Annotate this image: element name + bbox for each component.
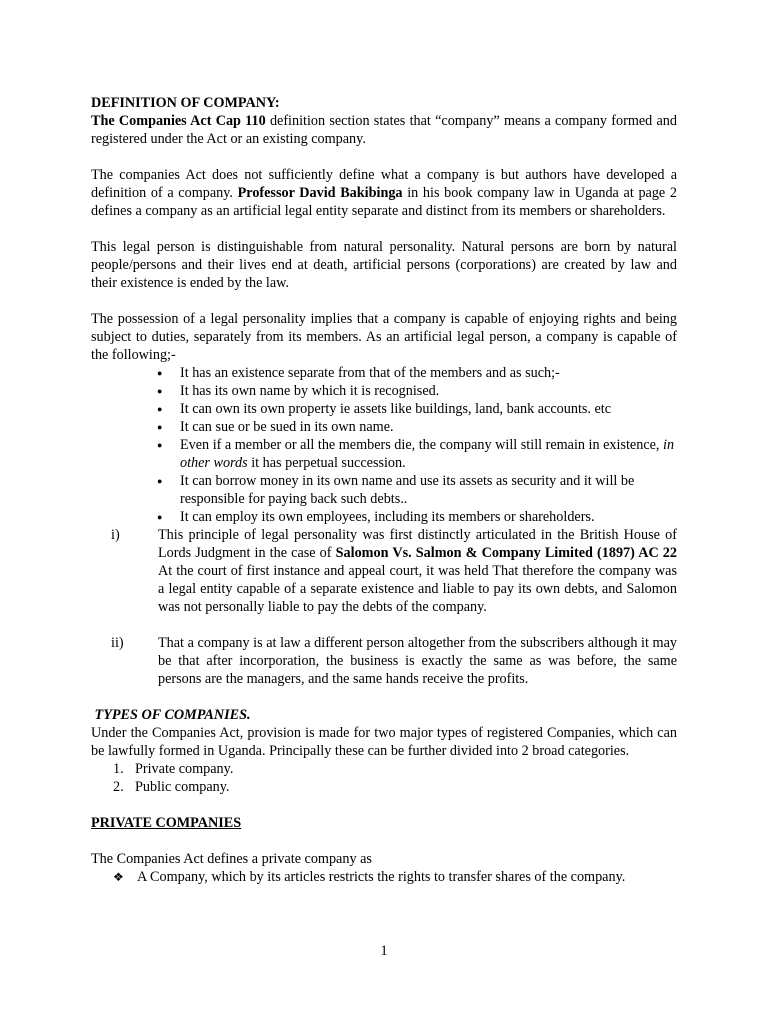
list-number: 1. xyxy=(113,761,124,777)
roman-numeral: i) xyxy=(111,527,120,543)
paragraph-private-definition: The Companies Act defines a private company as xyxy=(91,851,372,867)
paragraph-companies-act xyxy=(91,112,677,148)
paragraph-legal-personality: The possession of a legal personality implies that a company is capable of enjoying rights and being subject to duties, separately from its members. As an artificial legal person, a company is capable of the following;- xyxy=(91,311,677,363)
roman-item-1 xyxy=(91,526,677,616)
list-item xyxy=(91,868,677,886)
list-item-text: Public company. xyxy=(135,779,230,795)
list-number: 2. xyxy=(113,779,124,795)
bullet-icon: ● xyxy=(157,476,163,486)
list-item xyxy=(157,436,677,472)
page-content xyxy=(91,94,677,886)
roman-item-text xyxy=(158,526,677,616)
list-item-text: Even if a member or all the members die, the company will still remain in existence, xyxy=(180,437,664,453)
page-number: 1 xyxy=(380,943,388,959)
paragraph-text: This principle of legal personality was first distinctly articulated in the British House of Lords Judgment in the case of xyxy=(158,527,677,561)
paragraph-text: The companies Act does not sufficiently define what a company is but authors have developed a definition of a company. xyxy=(91,167,677,201)
roman-item-2 xyxy=(91,634,677,688)
list-item-text: it has perpetual succession. xyxy=(247,455,406,471)
list-item-text: It can sue or be sued in its own name. xyxy=(180,419,394,435)
paragraph-legal-person: This legal person is distinguishable from natural personality. Natural persons are born by natural people/persons and their lives end at death, artificial persons (corporations) are created by law and their existence is ended by the law. xyxy=(91,239,677,291)
roman-numeral: ii) xyxy=(111,635,124,651)
bullet-icon: ● xyxy=(157,440,163,450)
paragraph-text: definition section states that “company” means a company formed and registered under the Act or an existing company. xyxy=(91,113,677,147)
bullet-icon: ● xyxy=(157,404,163,414)
paragraph-bakibinga xyxy=(91,166,677,220)
list-item-text: It can own its own property ie assets like buildings, land, bank accounts. etc xyxy=(180,401,612,417)
list-item-text: Private company. xyxy=(135,761,234,777)
company-types-list xyxy=(91,760,677,796)
list-item xyxy=(157,418,677,436)
list-item-text: It can employ its own employees, including its members or shareholders. xyxy=(180,509,595,525)
list-item xyxy=(113,778,677,796)
author-name: Professor David Bakibinga xyxy=(237,185,403,201)
section-heading-types: TYPES OF COMPANIES. xyxy=(91,707,251,723)
paragraph-text: At the court of first instance and appeal court, it was held That therefore the company was a legal entity capable of a separate existence and liable to pay its own debts, and Salomon was not personally liable to pay the debts of the company. xyxy=(158,563,677,615)
heading-text: PRIVATE COMPANIES xyxy=(91,815,242,831)
list-item-text: It has an existence separate from that of the members and as such;- xyxy=(180,365,560,381)
paragraph-types: Under the Companies Act, provision is made for two major types of registered Companies, which can be lawfully formed in Uganda. Principally these can be further divided into 2 broad categories. xyxy=(91,725,677,759)
paragraph-text: in his book company law in Uganda at page 2 defines a company as an artificial legal entity separate and distinct from its members or shareholders. xyxy=(91,185,677,219)
capabilities-list xyxy=(91,364,677,526)
roman-item-text: That a company is at law a different person altogether from the subscribers although it may be that after incorporation, the business is exactly the same as was before, the same persons are the managers, and the same hands receive the profits. xyxy=(158,635,677,687)
list-item xyxy=(157,400,677,418)
list-item-text: It can borrow money in its own name and use its assets as security and it will be responsible for paying back such debts.. xyxy=(180,473,635,507)
list-item xyxy=(157,364,677,382)
bullet-icon: ● xyxy=(157,422,163,432)
list-item xyxy=(157,508,677,526)
list-item xyxy=(113,760,677,778)
bullet-icon: ● xyxy=(157,368,163,378)
list-item-text: It has its own name by which it is recognised. xyxy=(180,383,440,399)
list-item-text: A Company, which by its articles restricts the rights to transfer shares of the company. xyxy=(137,869,626,885)
act-citation: The Companies Act Cap 110 xyxy=(91,113,266,129)
case-citation: Salomon Vs. Salmon & Company Limited (1897) AC 22 xyxy=(335,545,677,561)
list-item-emphasis: in other words xyxy=(180,437,675,471)
diamond-bullet-icon: ❖ xyxy=(113,870,124,884)
list-item xyxy=(157,472,677,508)
bullet-icon: ● xyxy=(157,512,163,522)
list-item xyxy=(157,382,677,400)
section-heading-private xyxy=(91,814,677,832)
section-heading-definition: DEFINITION OF COMPANY: xyxy=(91,95,280,111)
bullet-icon: ● xyxy=(157,386,163,396)
